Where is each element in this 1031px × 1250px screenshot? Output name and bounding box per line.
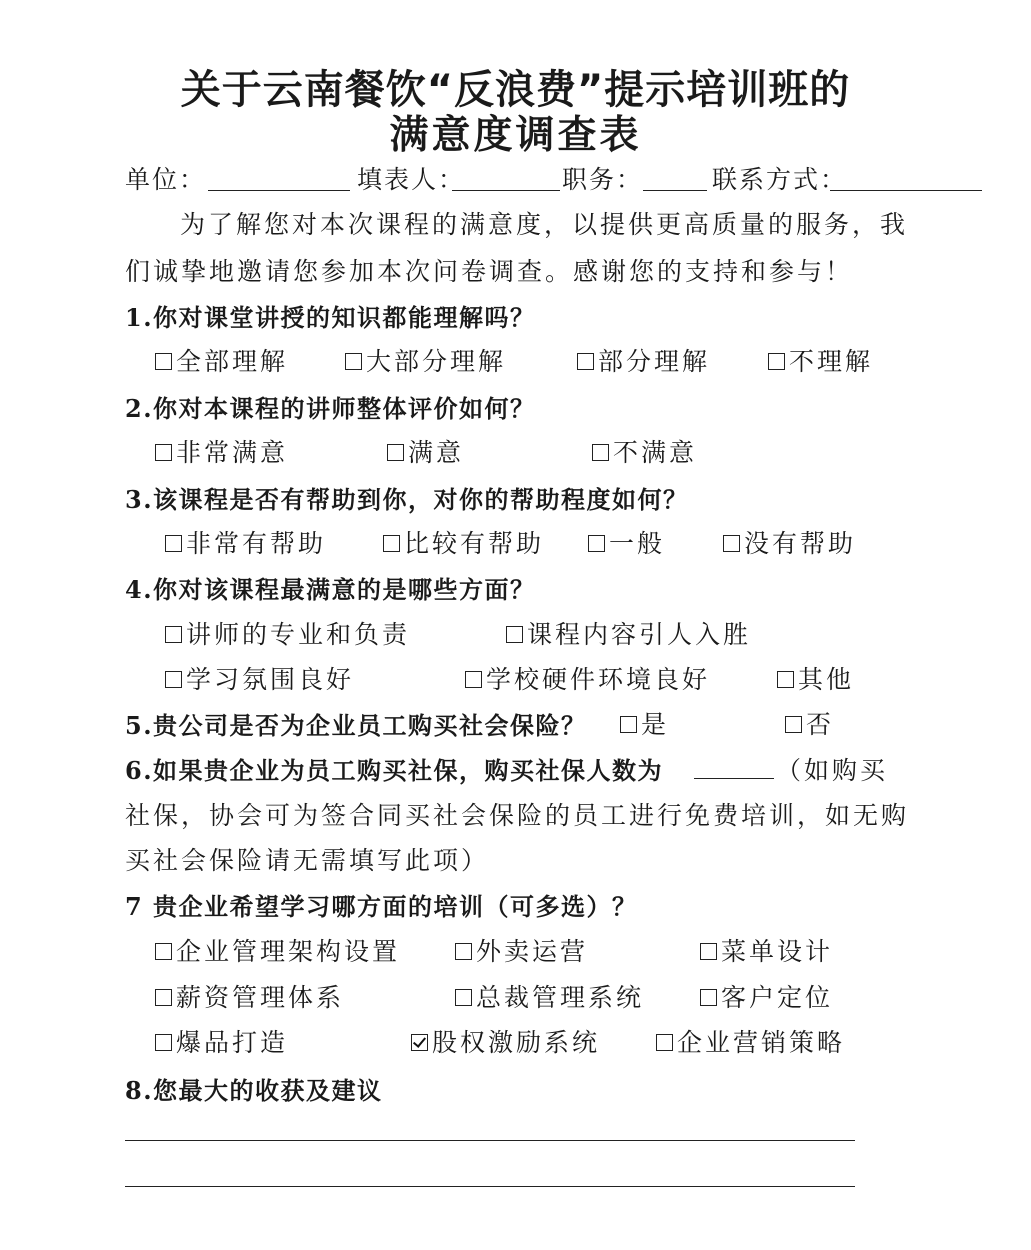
question-2: 2.你对本课程的讲师整体评价如何？ [125, 394, 536, 423]
checkbox-icon[interactable] [155, 353, 172, 370]
q1-option-label: 部分理解 [598, 347, 711, 376]
q2-option[interactable] [155, 433, 288, 469]
q3-option[interactable] [383, 524, 544, 560]
page-subtitle: 满意度调查表 [389, 113, 642, 158]
q7-option-label: 总裁管理系统 [476, 983, 645, 1012]
q3-option-label: 一般 [609, 529, 666, 558]
checkbox-icon[interactable] [155, 989, 172, 1006]
checkbox-icon[interactable] [577, 353, 594, 370]
q3-option-label: 非常有帮助 [186, 529, 327, 558]
q1-option-label: 大部分理解 [366, 347, 507, 376]
unit-label: 单位： [125, 165, 207, 194]
checkbox-icon[interactable] [588, 535, 605, 552]
q7-option-label: 企业营销策略 [677, 1028, 846, 1057]
question-1: 1.你对课堂讲授的知识都能理解吗？ [125, 303, 536, 332]
q4-option[interactable] [465, 660, 710, 696]
q5-option[interactable] [785, 705, 834, 741]
q3-option[interactable] [723, 524, 856, 560]
q3-option[interactable] [588, 524, 665, 560]
q7-option-label: 股权激励系统 [432, 1028, 601, 1057]
checkbox-icon[interactable] [592, 444, 609, 461]
contact-field[interactable] [830, 190, 982, 191]
checkbox-icon[interactable] [723, 535, 740, 552]
answer-line[interactable] [125, 1140, 855, 1141]
q7-option-label: 外卖运营 [476, 937, 589, 966]
answer-line[interactable] [125, 1186, 855, 1187]
checkbox-icon[interactable] [700, 943, 717, 960]
q2-option-label: 非常满意 [176, 438, 289, 467]
checkbox-icon[interactable] [155, 943, 172, 960]
q4-option-label: 其他 [798, 665, 855, 694]
question-7: 7 贵企业希望学习哪方面的培训（可多选）？ [125, 892, 638, 921]
q7-option[interactable] [411, 1023, 600, 1059]
q4-option[interactable] [506, 615, 751, 651]
page-title: 关于云南餐饮“反浪费”提示培训班的 [180, 67, 851, 113]
checkbox-icon[interactable] [700, 989, 717, 1006]
checkbox-icon[interactable] [777, 671, 794, 688]
checkbox-icon[interactable] [165, 535, 182, 552]
q7-option[interactable] [700, 932, 833, 968]
q7-option-label: 企业管理架构设置 [176, 937, 401, 966]
checkbox-icon[interactable] [620, 716, 637, 733]
q2-option-label: 满意 [408, 438, 465, 467]
question-6: 6.如果贵企业为员工购买社保，购买社保人数为 [125, 756, 664, 785]
unit-field[interactable] [208, 190, 350, 191]
intro-line-2: 们诚挚地邀请您参加本次问卷调查。感谢您的支持和参与！ [125, 257, 854, 286]
q7-option[interactable] [155, 1023, 288, 1059]
q1-option[interactable] [345, 342, 506, 378]
q7-option[interactable] [155, 978, 344, 1014]
checkbox-icon[interactable] [383, 535, 400, 552]
q1-option[interactable] [577, 342, 710, 378]
checkbox-icon[interactable] [785, 716, 802, 733]
checkbox-icon[interactable] [155, 1034, 172, 1051]
q1-option[interactable] [155, 342, 288, 378]
q1-option-label: 全部理解 [176, 347, 289, 376]
q7-option[interactable] [700, 978, 833, 1014]
checkbox-icon[interactable] [768, 353, 785, 370]
q5-option[interactable] [620, 705, 669, 741]
q7-option[interactable] [455, 932, 588, 968]
question-3: 3.该课程是否有帮助到你，对你的帮助程度如何？ [125, 485, 689, 514]
q7-option-label: 菜单设计 [721, 937, 834, 966]
position-field[interactable] [643, 190, 707, 191]
q4-option-label: 学校硬件环境良好 [486, 665, 711, 694]
q7-option[interactable] [656, 1023, 845, 1059]
checkbox-icon[interactable] [387, 444, 404, 461]
question-8: 8.您最大的收获及建议 [125, 1076, 383, 1105]
q4-option[interactable] [165, 615, 410, 651]
q7-option[interactable] [455, 978, 644, 1014]
question-6-note: 社保，协会可为签合同买社会保险的员工进行免费培训，如无购 [125, 801, 910, 830]
q3-option-label: 没有帮助 [744, 529, 857, 558]
q4-option[interactable] [165, 660, 354, 696]
q5-option-label: 否 [806, 710, 835, 739]
checkbox-icon[interactable] [455, 989, 472, 1006]
q3-option[interactable] [165, 524, 326, 560]
filler-label: 填表人： [357, 165, 466, 194]
q7-option[interactable] [155, 932, 400, 968]
checkbox-icon[interactable] [465, 671, 482, 688]
question-6-note: （如购买 [776, 756, 889, 785]
q7-option-label: 客户定位 [721, 983, 834, 1012]
q2-option-label: 不满意 [613, 438, 698, 467]
q4-option-label: 讲师的专业和负责 [186, 620, 411, 649]
checkbox-icon[interactable] [155, 444, 172, 461]
checked-checkbox-icon[interactable] [411, 1034, 428, 1051]
position-label: 职务： [562, 165, 644, 194]
q3-option-label: 比较有帮助 [404, 529, 545, 558]
question-6-note: 买社会保险请无需填写此项） [125, 846, 490, 875]
checkbox-icon[interactable] [656, 1034, 673, 1051]
intro-line-1: 为了解您对本次课程的满意度，以提供更高质量的服务，我 [180, 210, 909, 239]
contact-label: 联系方式： [712, 165, 848, 194]
insured-count-field[interactable] [694, 778, 774, 779]
checkbox-icon[interactable] [506, 626, 523, 643]
q4-option-label: 学习氛围良好 [186, 665, 355, 694]
q2-option[interactable] [387, 433, 464, 469]
q5-option-label: 是 [641, 710, 670, 739]
q7-option-label: 爆品打造 [176, 1028, 289, 1057]
checkbox-icon[interactable] [455, 943, 472, 960]
q4-option-label: 课程内容引人入胜 [527, 620, 752, 649]
q7-option-label: 薪资管理体系 [176, 983, 345, 1012]
question-4: 4.你对该课程最满意的是哪些方面？ [125, 575, 536, 604]
checkbox-icon[interactable] [345, 353, 362, 370]
q1-option[interactable] [768, 342, 873, 378]
question-5: 5.贵公司是否为企业员工购买社会保险？ [125, 711, 587, 740]
filler-field[interactable] [452, 190, 560, 191]
q4-option[interactable] [777, 660, 854, 696]
checkbox-icon[interactable] [165, 671, 182, 688]
checkbox-icon[interactable] [165, 626, 182, 643]
q2-option[interactable] [592, 433, 697, 469]
q1-option-label: 不理解 [789, 347, 874, 376]
